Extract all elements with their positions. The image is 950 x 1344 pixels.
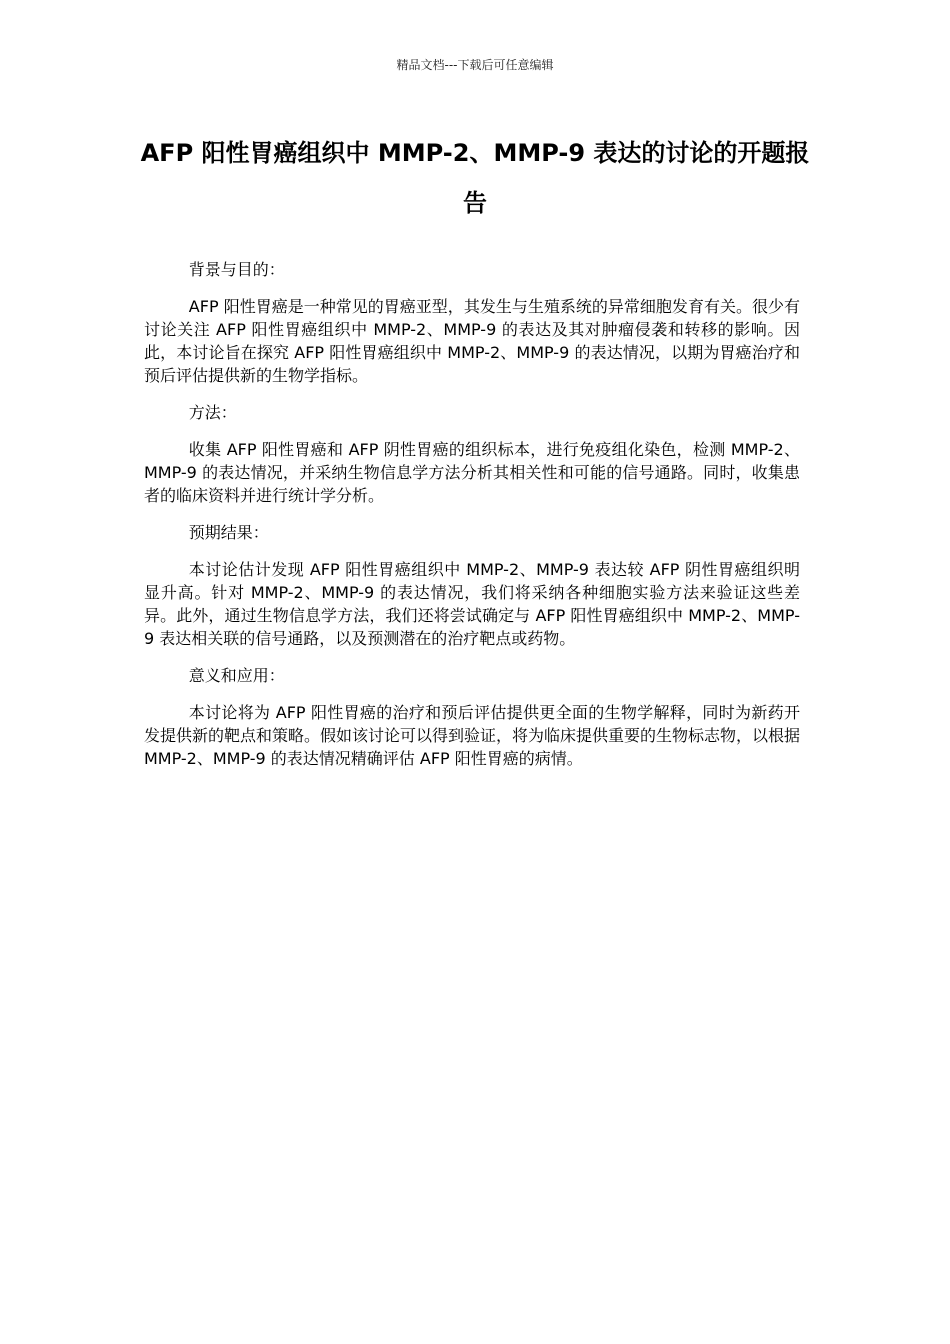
document-title: AFP 阳性胃癌组织中 MMP-2、MMP-9 表达的讨论的开题报告 [140,139,810,217]
section-heading-methods: 方法： [188,403,237,422]
section-text-methods: 收集 AFP 阳性胃癌和 AFP 阴性胃癌的组织标本，进行免疫组化染色，检测 MMP-2、MMP-9 的表达情况，并采纳生物信息学方法分析其相关性和可能的信号通路。同时，收集患者的临床资料并进行统计学分析。 [144,440,800,505]
section-text-significance: 本讨论将为 AFP 阳性胃癌的治疗和预后评估提供更全面的生物学解释，同时为新药开发提供新的靶点和策略。假如该讨论可以得到验证，将为临床提供重要的生物标志物，以根据 MMP-2、MMP-9 的表达情况精确评估 AFP 阳性胃癌的病情。 [144,703,801,768]
section-heading-background: 背景与目的： [188,260,285,279]
section-heading-significance: 意义和应用： [188,666,285,685]
section-text-expected-results: 本讨论估计发现 AFP 阳性胃癌组织中 MMP-2、MMP-9 表达较 AFP 阴性胃癌组织明显升高。针对 MMP-2、MMP-9 的表达情况，我们将采纳各种细胞实验方法来验证这些差异。此外，通过生物信息学方法，我们还将尝试确定与 AFP 阳性胃癌组织中 MMP-2、MMP-9 表达相关联的信号通路，以及预测潜在的治疗靶点或药物。 [144,560,800,648]
header-note: 精品文档---下载后可任意编辑 [396,58,554,72]
document-body [144,258,800,784]
section-text-background: AFP 阳性胃癌是一种常见的胃癌亚型，其发生与生殖系统的异常细胞发育有关。很少有讨论关注 AFP 阳性胃癌组织中 MMP-2、MMP-9 的表达及其对肿瘤侵袭和转移的影响。因此，本讨论旨在探究 AFP 阳性胃癌组织中 MMP-2、MMP-9 的表达情况，以期为胃癌治疗和预后评估提供新的生物学指标。 [144,297,800,385]
section-heading-expected-results: 预期结果： [188,523,269,542]
